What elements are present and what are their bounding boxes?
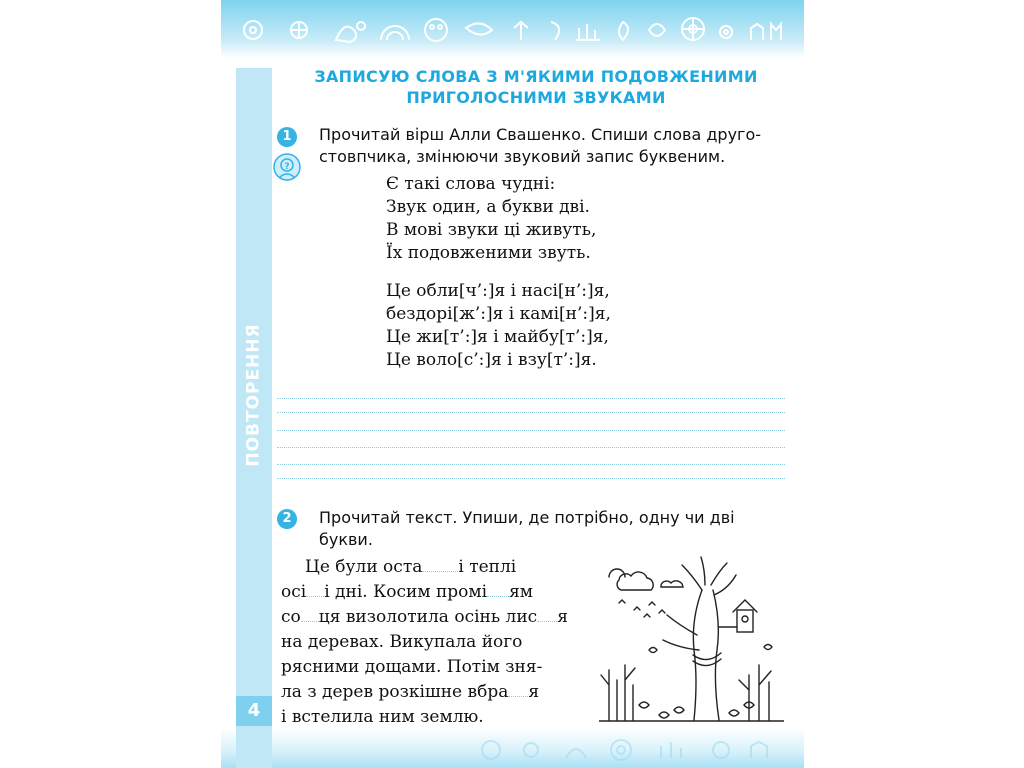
workbook-page	[221, 0, 804, 768]
poem-line: Звук один, а букви дві.	[386, 197, 590, 217]
top-decorative-band	[221, 0, 804, 58]
writing-line[interactable]	[277, 398, 785, 399]
poem-line: Це воло[с’:]я і взу[т’:]я.	[386, 350, 597, 370]
letter-blank[interactable]	[487, 582, 509, 597]
task-2-instruction	[319, 507, 735, 551]
story-line-7: і встелила ним землю.	[281, 707, 484, 727]
svg-text:?: ?	[284, 162, 290, 172]
story-fragment: ям	[509, 582, 534, 602]
story-line-5: рясними дощами. Потім зня-	[281, 657, 543, 677]
writing-line[interactable]	[277, 412, 785, 413]
bottom-decorative-band	[221, 728, 804, 768]
story-line-3	[281, 607, 568, 627]
task-1-number-badge: 1	[277, 127, 297, 147]
poem-stanza-2	[386, 280, 611, 372]
story-fragment: осі	[281, 582, 307, 602]
letter-blank[interactable]	[537, 607, 557, 622]
story-fragment: і теплі	[458, 557, 517, 577]
letter-blank[interactable]	[306, 582, 324, 597]
story-fragment: я	[528, 682, 540, 702]
story-fragment: со	[281, 607, 301, 627]
page-title	[291, 66, 781, 108]
poem-line: Це обли[ч’:]я і насі[н’:]я,	[386, 281, 610, 301]
section-label: ПОВТОРЕННЯ	[244, 323, 264, 467]
letter-blank[interactable]	[422, 557, 458, 572]
story-fragment: ця визолотила осінь лис	[318, 607, 538, 627]
story-fragment: я	[557, 607, 568, 627]
letter-blank[interactable]	[508, 682, 528, 697]
task-1-instruction-line-1: Прочитай вірш Алли Свашенко. Спиши слова друго-	[319, 125, 761, 144]
writing-line[interactable]	[277, 478, 785, 479]
story-line-2	[281, 582, 533, 602]
decorative-icons-row-bottom	[471, 734, 791, 764]
story-fragment: і дні. Косим промі	[324, 582, 488, 602]
poem-line: бездорі[ж’:]я і камі[н’:]я,	[386, 304, 611, 324]
poem-line: В мові звуки ці живуть,	[386, 220, 597, 240]
section-label-vertical	[238, 323, 270, 467]
title-line-2: ПРИГОЛОСНИМИ ЗВУКАМИ	[406, 88, 666, 107]
title-line-1: ЗАПИСУЮ СЛОВА З М'ЯКИМИ ПОДОВЖЕНИМИ	[314, 67, 758, 86]
story-line-4: на деревах. Викупала його	[281, 632, 523, 652]
task-1-instruction	[319, 124, 761, 168]
writing-line[interactable]	[277, 447, 785, 448]
question-head-icon	[273, 153, 301, 181]
letter-blank[interactable]	[301, 607, 319, 622]
task-2-instruction-line-1: Прочитай текст. Упиши, де потрібно, одну чи дві	[319, 508, 735, 527]
poem-line: Є такі слова чудні:	[386, 174, 556, 194]
story-line-1	[305, 557, 516, 577]
task-2-number-badge: 2	[277, 509, 297, 529]
poem-stanza-1	[386, 173, 596, 265]
story-line-6	[281, 682, 539, 702]
story-fragment: Це були оста	[305, 557, 423, 577]
page-number: 4	[236, 696, 272, 726]
autumn-tree-birdhouse-illustration	[599, 555, 784, 725]
poem-line: Їх подовженими звуть.	[386, 243, 591, 263]
story-fragment: ла з дерев розкішне вбра	[281, 682, 509, 702]
decorative-icons-row	[231, 10, 791, 48]
task-1-instruction-line-2: стовпчика, змінюючи звуковий запис буквеним.	[319, 147, 726, 166]
poem-line: Це жи[т’:]я і майбу[т’:]я,	[386, 327, 609, 347]
writing-line[interactable]	[277, 430, 785, 431]
task-2-instruction-line-2: букви.	[319, 530, 373, 549]
writing-line[interactable]	[277, 464, 785, 465]
